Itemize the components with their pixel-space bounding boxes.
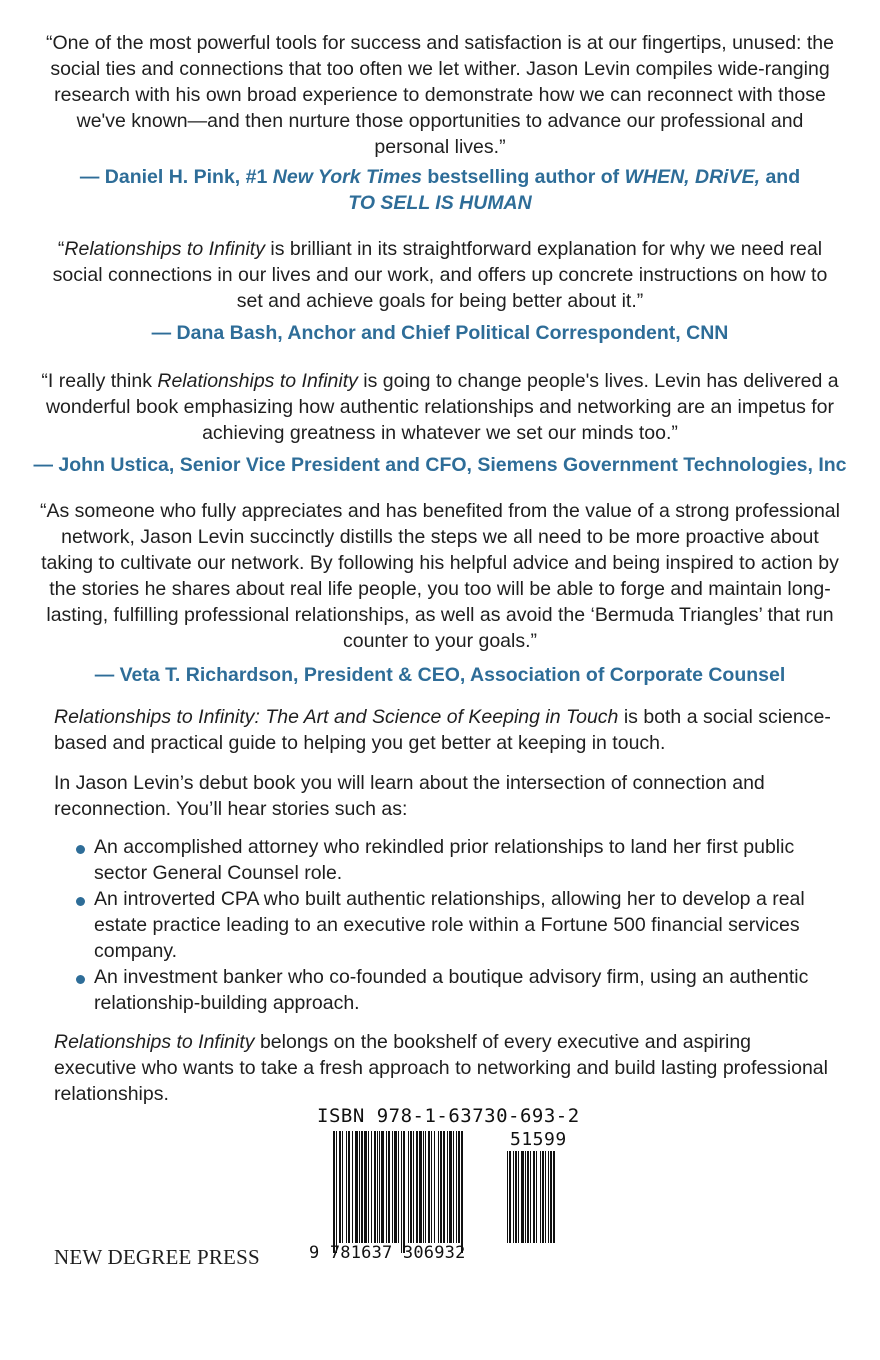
barcode-bar (371, 1131, 372, 1243)
barcode-bar (386, 1131, 387, 1243)
barcode-bar (527, 1151, 529, 1243)
testimonial-quote-2: “Relationships to Infinity is brilliant in its straightforward explanation for why we need real social connections in our lives and our work, and offers up concrete instructions on how to set and achieve goals for being better about it.” (52, 238, 828, 312)
barcode-bar (352, 1131, 353, 1243)
barcode-bar (416, 1131, 418, 1243)
barcode-bar (458, 1131, 460, 1243)
barcode-bars (305, 1105, 595, 1265)
barcode-bar (403, 1131, 405, 1253)
barcode-bar (447, 1131, 448, 1243)
barcode-bar (419, 1131, 422, 1243)
barcode-bar (355, 1131, 358, 1243)
barcode-bar (509, 1151, 511, 1243)
barcode-bar (550, 1151, 552, 1243)
testimonial-attribution-1: — Daniel H. Pink, #1 New York Times bestselling author of WHEN, DRiVE, and TO SELL IS HUMAN (79, 166, 801, 214)
barcode-bar (392, 1131, 393, 1243)
description-paragraph-2: In Jason Levin’s debut book you will learn about the intersection of connection and reconnection. You’ll hear stories such as: (54, 772, 765, 820)
story-list (54, 834, 834, 1016)
description-paragraph-1: Relationships to Infinity: The Art and Science of Keeping in Touch is both a social science-based and practical guide to helping you get better at keeping in touch. (54, 706, 831, 754)
barcode-bar (515, 1151, 517, 1243)
barcode-bar (536, 1151, 537, 1243)
barcode-bar (388, 1131, 390, 1243)
barcode-bar (449, 1131, 452, 1243)
isbn-barcode (305, 1105, 595, 1265)
barcode-bar (553, 1151, 555, 1243)
barcode-bar (434, 1131, 435, 1243)
barcode-bar (540, 1151, 541, 1243)
barcode-bar (368, 1131, 369, 1243)
testimonial-quote-4: “As someone who fully appreciates and has benefited from the value of a strong professional network, Jason Levin succinctly distills the steps we all need to be more proactive about taking to cultivate our network. By following his helpful advice and being inspired to action by the stories he shares about real life people, you too will be able to forge and maintain long-lasting, fulfilling professional relationships, as well as avoid the ‘Bermuda Triangles’ that run counter to your goals.” (40, 500, 840, 652)
price-addon-label: 51599 (510, 1129, 567, 1150)
barcode-bar (364, 1131, 367, 1243)
barcode-bar (542, 1151, 544, 1243)
barcode-bar (408, 1131, 409, 1243)
barcode-bar (346, 1131, 347, 1243)
barcode-bar (530, 1151, 531, 1243)
bullet-icon (76, 845, 85, 854)
barcode-bar (440, 1131, 442, 1243)
barcode-bar (333, 1131, 335, 1253)
list-item: An accomplished attorney who rekindled prior relationships to land her first public sector General Counsel role. (54, 834, 834, 886)
testimonial-attribution-2: — Dana Bash, Anchor and Chief Political Correspondent, CNN (151, 322, 729, 344)
barcode-digits: 9 781637 306932 (309, 1243, 466, 1263)
publisher-name: NEW DEGREE PRESS (54, 1245, 260, 1269)
bullet-icon (76, 975, 85, 984)
bullet-icon (76, 897, 85, 906)
barcode-bar (425, 1131, 426, 1243)
barcode-bar (398, 1131, 399, 1243)
barcode-bar (518, 1151, 519, 1243)
testimonial-quote-1 (40, 30, 840, 160)
barcode-bar (361, 1131, 363, 1243)
barcode-bar (377, 1131, 378, 1243)
barcode-bar (336, 1131, 337, 1253)
list-item: An investment banker who co-founded a boutique advisory firm, using an authentic relationship-building approach. (54, 964, 834, 1016)
barcode-bar (521, 1151, 524, 1243)
testimonial-quote-3: “I really think Relationships to Infinity is going to change people's lives. Levin has delivered a wonderful book emphasizing how authentic relationships and networking are an impetus for achieving greatness in whatever we set our minds too.” (41, 370, 839, 444)
barcode-bar (339, 1131, 341, 1243)
barcode-bar (423, 1131, 424, 1243)
barcode-bar (379, 1131, 380, 1243)
barcode-bar (413, 1131, 414, 1243)
barcode-bar (342, 1131, 343, 1243)
barcode-bar (428, 1131, 430, 1243)
description-paragraph-3: Relationships to Infinity belongs on the bookshelf of every executive and aspiring executive who wants to take a fresh approach to networking and build lasting professional relationships. (54, 1031, 828, 1105)
barcode-bar (438, 1131, 439, 1243)
barcode-bar (359, 1131, 360, 1243)
testimonial-attribution-3: — John Ustica, Senior Vice President and CFO, Siemens Government Technologies, Inc (33, 454, 847, 476)
barcode-bar (394, 1131, 397, 1243)
barcode-bar (545, 1151, 546, 1243)
testimonial-attribution-4: — Veta T. Richardson, President & CEO, Association of Corporate Counsel (94, 664, 786, 686)
list-item: An introverted CPA who built authentic relationships, allowing her to develop a real estate practice leading to an executive role within a Fortune 500 financial services company. (54, 886, 834, 964)
barcode-bar (453, 1131, 454, 1243)
barcode-bar (533, 1151, 535, 1243)
testimonial-quote-text: “One of the most powerful tools for success and satisfaction is at our fingertips, unused: the social ties and connections that too often we let wither. Jason Levin compiles wide-ranging research with his own broad experience to demonstrate how we can reconnect with those we've known—and then nurture those opportunities to advance our professional and personal lives.” (46, 32, 834, 158)
barcode-bar (461, 1131, 463, 1253)
barcode-bar (525, 1151, 526, 1243)
barcode-bar (410, 1131, 412, 1243)
barcode-bar (456, 1131, 457, 1243)
barcode-bar (507, 1151, 508, 1243)
isbn-label: ISBN 978-1-63730-693-2 (317, 1105, 580, 1127)
barcode-bar (374, 1131, 376, 1243)
barcode-bar (443, 1131, 445, 1243)
barcode-bar (348, 1131, 350, 1243)
barcode-bar (431, 1131, 432, 1243)
barcode-bar (381, 1131, 384, 1243)
barcode-bar (401, 1131, 402, 1253)
barcode-bar (548, 1151, 549, 1243)
barcode-bar (513, 1151, 514, 1243)
